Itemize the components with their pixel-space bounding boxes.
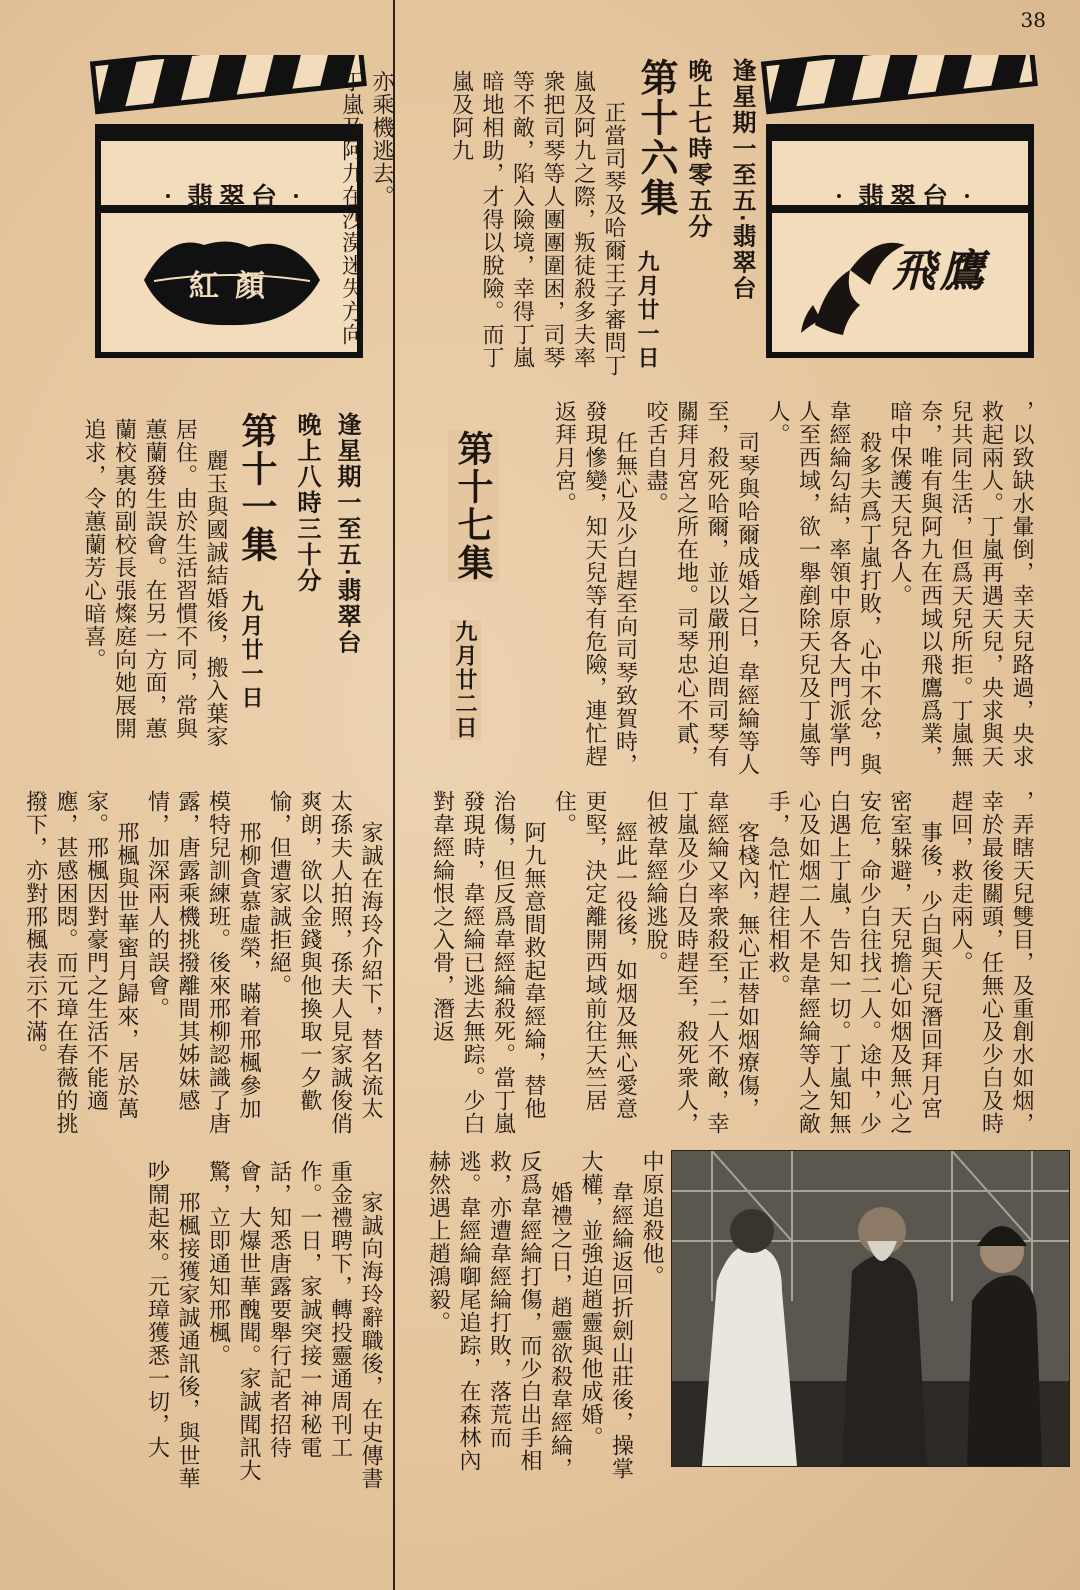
right-lower-para-3: 客棧內，無心正替如烟療傷，韋經綸又率衆殺至，二人不敵，幸丁嵐及少白及時趕至，殺死衆人，但被韋經綸逃脫。	[643, 790, 760, 1135]
right-middle-para-3: 司琴與哈爾成婚之日，韋經綸等人至，殺死哈爾，並以嚴刑迫問司琴有關拜月宮之所在地。司琴忠心不貳，咬舌自盡。	[643, 400, 760, 776]
right-middle-para-4: 任無心及少白趕至向司琴致賀時，發現慘變，知天兒等有危險，連忙趕返拜月宮。	[551, 400, 638, 776]
photo-illustration	[672, 1151, 1069, 1466]
episode-11-text-1	[58, 418, 230, 758]
right-middle-para-2: 殺多夫爲丁嵐打敗，心中不忿，與韋經綸勾結，率領中原各大門派掌門人至西域，欲一舉剷除天兒及丁嵐等人。	[765, 400, 882, 776]
episode-17-date: 九月廿二日	[450, 620, 481, 740]
broadcast-time-right: 晚上七時零五分	[684, 58, 713, 240]
broadcast-slot-left: 逢星期一至五‧翡翠台	[333, 412, 362, 656]
broadcast-slot-right: 逢星期一至五‧翡翠台	[728, 58, 757, 302]
episode-11-date: 九月廿一日	[238, 590, 264, 710]
right-lower-para-1: ，弄瞎天兒雙目，及重創水如烟，幸於最後關頭，任無心及少白及時趕回，救走兩人。	[948, 790, 1034, 1135]
episode-11-text-3	[55, 1160, 385, 1490]
channel-label-right: ‧翡翠台‧	[825, 183, 986, 213]
right-bottom-para-2: 韋經綸返回折劍山莊後，操掌大權，並強迫趙靈與他成婚。	[578, 1150, 634, 1480]
channel-label-left: ‧翡翠台‧	[154, 183, 315, 213]
right-bottom-text	[404, 1150, 666, 1490]
show-logo-hongyan: 紅顏	[189, 269, 281, 304]
episode-17-heading: 第十七集	[448, 430, 499, 582]
tv-still-photo	[671, 1150, 1070, 1467]
left-para-2: 家誠在海玲介紹下，替名流太太孫夫人拍照，孫夫人見家誠俊俏爽朗，欲以金錢與他換取一夕歡愉，但遭家誠拒絕。	[266, 790, 383, 1135]
episode-16-text	[418, 70, 628, 388]
episode-16-date: 九月廿一日	[634, 250, 660, 370]
left-para-5: 家誠向海玲辭職後，在史傳書重金禮聘下，轉投靈通周刊工作。一日，家誠突接一神秘電話，知悉唐露要舉行記者招待會，大爆世華醜聞。家誠聞訊大驚，立即通知邢楓。	[205, 1160, 383, 1490]
show-logo-feiying: 飛鷹	[892, 246, 988, 297]
continued-top: 亦乘機逃去。 丁嵐及阿九在沙漠迷失方向	[338, 70, 394, 346]
left-para-1: 麗玉與國誠結婚後，搬入葉家居住。由於生活習慣不同，常與蕙蘭發生誤會。在另一方面，蕙蘭校裏的副校長張燦庭向她展開追求，令蕙蘭芳心暗喜。	[81, 418, 228, 748]
episode-11-heading: 第十一集	[236, 412, 278, 564]
right-middle-para-1: ，以致缺水暈倒，幸天兒路過，央求救起兩人。丁嵐再遇天兒，央求與天兒共同生活，但爲天兒所拒。丁嵐無奈，唯有與阿九在西域以飛鷹爲業，暗中保護天兒各人。	[887, 400, 1034, 768]
episode-11-text-2	[22, 790, 385, 1140]
page-number: 38	[1020, 8, 1046, 32]
right-lower-para-2: 事後，少白與天兒潛回拜月宮密室躲避，天兒擔心如烟及無心之安危，命少白往找二人。途中，少白遇上丁嵐，告知一切。丁嵐知無心及如烟二人不是韋經綸等人之敵手，急忙趕往相救。	[765, 790, 943, 1135]
right-bottom-para-3: 婚禮之日，趙靈欲殺韋經綸，反爲韋經綸打傷，而少白出手相救，亦遭韋經綸打敗，落荒而逃。韋經綸啣尾追踪，在森林內赫然遇上趙鴻毅。	[425, 1150, 573, 1480]
episode-16-paragraph: 正當司琴及哈爾王子審問丁嵐及阿九之際，叛徒殺多夫率衆把司琴等人團團圍困，司琴等不敵，陷入險境，幸得丁嵐暗地相助，才得以脫險。而丁嵐及阿九	[448, 70, 626, 377]
left-para-3: 邢柳貪慕虛榮，瞞着邢楓參加模特兒訓練班。後來邢柳認識了唐露，唐露乘機挑撥離間其姊妹感情，加深兩人的誤會。	[144, 790, 261, 1135]
episode-16-heading: 第十六集	[634, 58, 679, 218]
right-bottom-para-1: 中原追殺他。	[639, 1150, 664, 1288]
broadcast-time-left: 晚上八時三十分	[293, 412, 322, 594]
right-lower-para-5: 阿九無意間救起韋經綸，替他治傷，但反爲韋經綸殺死。當丁嵐發現時，韋經綸已逃去無踪。少白對韋經綸恨之入骨，潛返	[429, 790, 546, 1135]
right-lower-para-4: 經此一役後，如烟及無心愛意更堅，決定離開西域前往天竺居住。	[551, 790, 638, 1120]
right-lower-text	[404, 790, 1036, 1140]
left-para-4: 邢楓與世華蜜月歸來，居於萬家。邢楓因對豪門之生活不能適應，甚感困悶。而元璋在春薇的挑撥下，亦對邢楓表示不滿。	[22, 790, 139, 1135]
left-para-6: 邢楓接獲家誠通訊後，與世華吵鬧起來。元璋獲悉一切，大	[144, 1160, 200, 1490]
